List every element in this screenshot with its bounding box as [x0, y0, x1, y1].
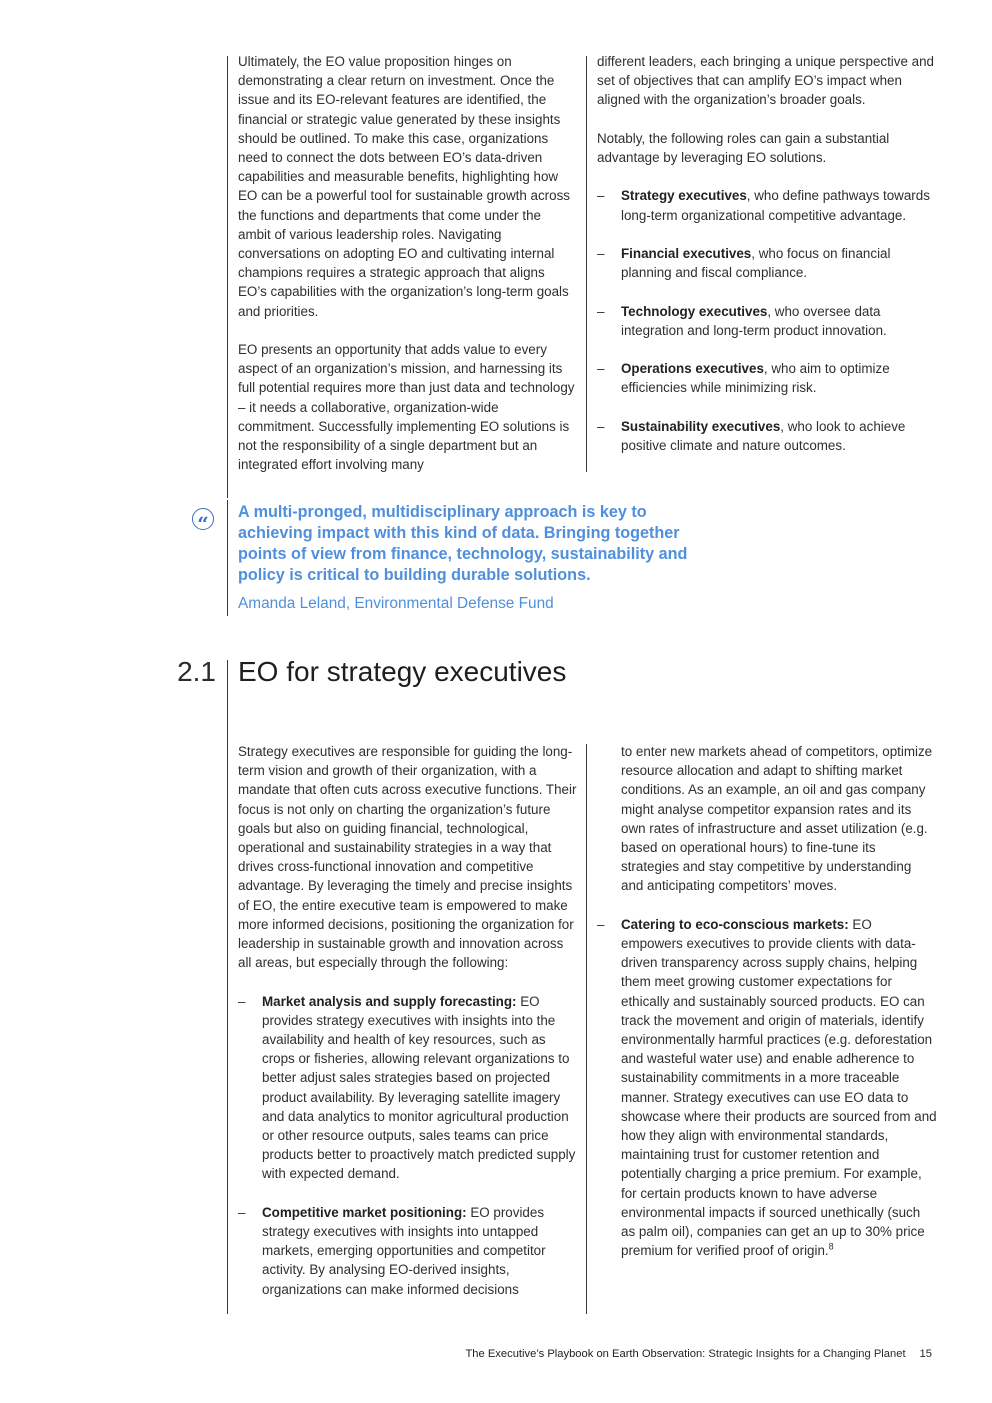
section-title: EO for strategy executives — [238, 656, 567, 687]
pull-quote: A multi-pronged, multidisciplinary approach is key to achieving impact with this kind of data. Bringing together points of view from finance, technology, sustainability and policy is critical to building durable solutions. — [238, 503, 688, 584]
page-number: 15 — [919, 1348, 932, 1360]
column-rule-top-left — [227, 56, 228, 498]
role-term: Strategy executives — [621, 188, 747, 204]
role-text: , who look to achieve positive climate and nature outcomes. — [621, 418, 906, 453]
paragraph-leaders: different leaders, each bringing a unique perspective and set of objectives that can amplify EO’s impact when aligned with the organization’s broader goals. — [597, 54, 934, 108]
role-text: , who aim to optimize efficiencies while minimizing risk. — [621, 361, 890, 396]
bullet-text: EO provides strategy executives with insights into the availability and health of key resources, such as crops or fisheries, allowing relevant organizations to better adjust sales strategies based on projected product availability. By leveraging satellite imagery and data analytics to monitor agricultural production or other resource outputs, sales teams can price products better to proactively match predicted supply with expected demand. — [262, 993, 576, 1182]
role-term: Financial executives — [621, 245, 752, 261]
role-term: Sustainability executives — [621, 418, 781, 434]
list-item — [238, 1203, 578, 1299]
role-term: Technology executives — [621, 303, 768, 319]
section-intro: Strategy executives are responsible for guiding the long-term vision and growth of their organization, with a mandate that often cuts across executive functions. Their focus is not only on charting the organization’s future goals but also on guiding financial, technological, operational and sustainability strategies in a way that drives cross-functional innovation and competitive advantage. By leveraging the timely and precise insights of EO, the entire executive team is empowered to make more informed decisions, positioning the organization for leadership in sustainable growth and innovation across all areas, but especially through the following: — [238, 744, 577, 971]
list-item — [597, 359, 937, 397]
list-item — [597, 417, 937, 455]
list-item — [597, 302, 937, 340]
page-footer — [465, 1346, 932, 1362]
quote-rule — [227, 500, 228, 616]
list-item — [238, 992, 578, 1184]
paragraph-roles-intro: Notably, the following roles can gain a substantial advantage by leveraging EO solutions. — [597, 130, 890, 165]
bullet-text: EO empowers executives to provide clients with data-driven transparency across supply chains, helping them meet growing customer expectations for ethically and sustainably sourced products. EO can track the movement and origin of materials, identify environmentally harmful practices (e.g. deforestation and wasteful water use) and enable adherence to sustainability commitments in a more traceable manner. Strategy executives can use EO data to showcase where their products are sourced from and how they align with environmental standards, maintaining trust for customer retention and potentially charging a price premium. For example, for certain products known to have adverse environmental impacts if sourced unethically (such as palm oil), companies can get an up to 30% price premium for verified proof of origin. — [621, 916, 937, 1259]
strategy-bullets-right — [597, 915, 937, 1261]
footnote-marker: 8 — [828, 1241, 834, 1252]
role-term: Operations executives — [621, 361, 764, 377]
roles-list — [597, 186, 937, 455]
section-number: 2.1 — [177, 656, 216, 687]
paragraph-opportunity: EO presents an opportunity that adds value to every aspect of an organization’s mission, and harnessing its full potential requires more than just data and technology – it needs a collaborative, organization-wide commitment. Successfully implementing EO solutions is not the responsibility of a single department but an integrated effort involving many — [238, 342, 575, 473]
continuation-paragraph: to enter new markets ahead of competitors, optimize resource allocation and adapt to shifting market conditions. As an example, an oil and gas company might analyse competitor expansion rates and its own rates of infrastructure and asset utilization (e.g. based on operational hours) to fine-tune its strategies and stay competitive by understanding and anticipating competitors’ moves. — [621, 744, 933, 894]
footer-title: The Executive’s Playbook on Earth Observation: — [465, 1348, 706, 1360]
role-text: , who focus on financial planning and fiscal compliance. — [621, 245, 891, 281]
bullet-text: EO provides strategy executives with insights into untapped markets, emerging opportunities and competitor activity. By analysing EO-derived insights, organizations can make informed decisions — [262, 1204, 546, 1297]
footer-subtitle: Strategic Insights for a Changing Planet — [705, 1348, 906, 1360]
top-left-column — [238, 52, 576, 474]
top-right-column — [597, 52, 937, 455]
column-rule-top-right — [586, 56, 587, 472]
strategy-bullets-left — [238, 992, 578, 1299]
column-rule-bottom-right — [586, 744, 587, 1314]
paragraph-roi: Ultimately, the EO value proposition hinges on demonstrating a clear return on investment. Once the issue and its EO-relevant features are identified, the financial or strategic value generated by these insights should be outlined. To make this case, organizations need to connect the dots between EO’s data-driven capabilities and measurable benefits, highlighting how EO can be a powerful tool for sustainable growth across the functions and departments that come under the ambit of various leadership roles. Navigating conversations on adopting EO and cultivating internal champions requires a strategic approach that aligns EO’s capabilities with the organization’s long-term goals and priorities. — [238, 54, 570, 319]
bullet-term: Catering to eco-conscious markets: — [621, 916, 849, 932]
quote-mark-icon: “ — [192, 508, 214, 530]
role-text: , who define pathways towards long-term organizational competitive advantage. — [621, 188, 930, 223]
quote-attribution: Amanda Leland, Environmental Defense Fund — [238, 595, 554, 612]
bullet-term: Competitive market positioning: — [262, 1204, 467, 1220]
list-item — [597, 915, 937, 1261]
bullet-term: Market analysis and supply forecasting: — [262, 993, 517, 1009]
role-text: , who oversee data integration and long-term product innovation. — [621, 303, 887, 338]
section-rule — [227, 660, 228, 1314]
section-right-column — [597, 742, 937, 1260]
list-item — [597, 186, 937, 224]
list-item — [597, 244, 937, 282]
section-left-column — [238, 742, 578, 1299]
